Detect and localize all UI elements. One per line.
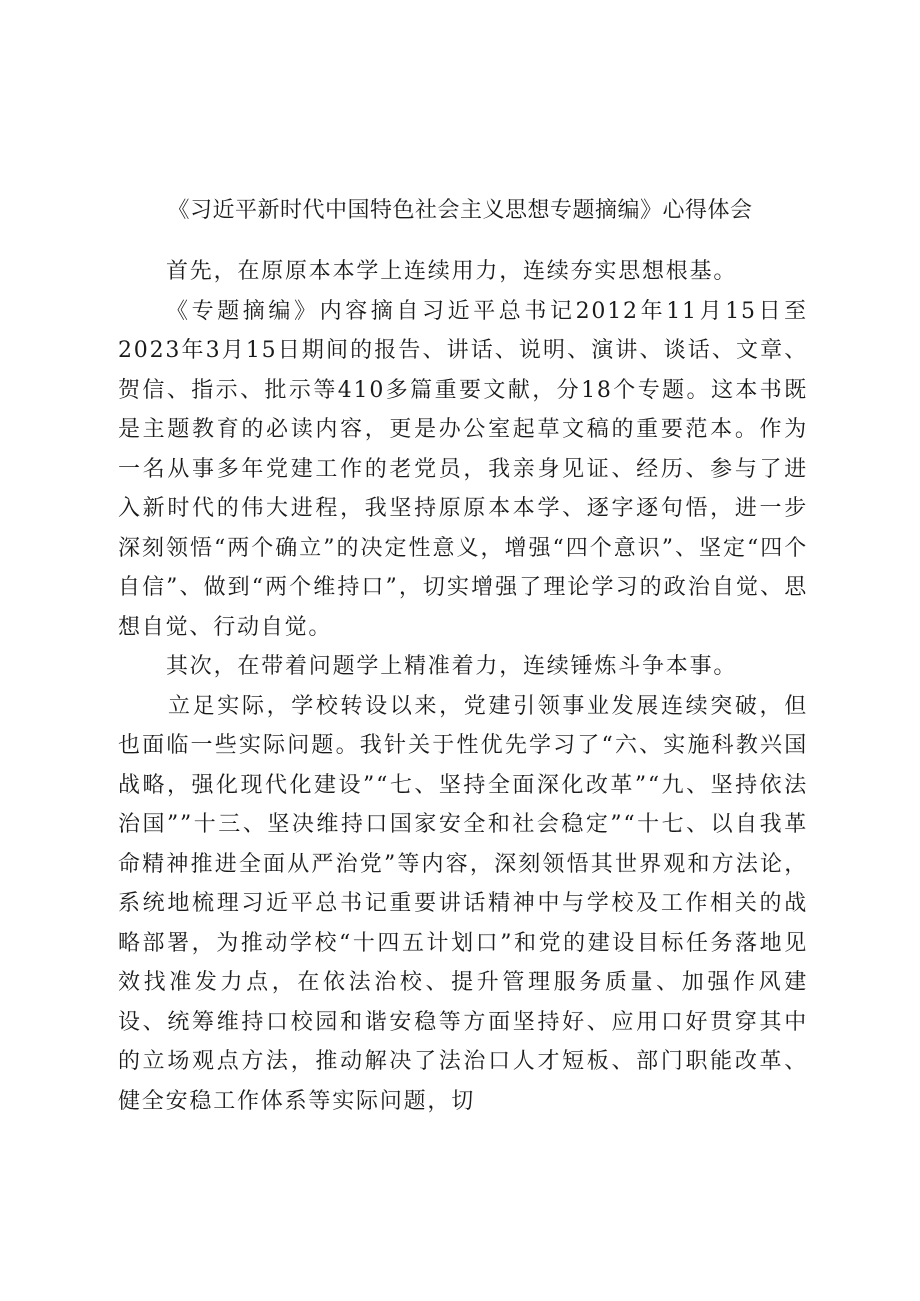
document-body bbox=[118, 252, 808, 1121]
paragraph-4: 立足实际，学校转设以来，党建引领事业发展连续突破，但也面临一些实际问题。我针关于性优先学习了“六、实施科教兴国战略，强化现代化建设”“七、坚持全面深化改革”“九、坚持依法治国””十三、坚决维持口国家安全和社会稳定”“十七、以自我革命精神推进全面从严治党”等内容，深刻领悟其世界观和方法论，系统地梳理习近平总书记重要讲话精神中与学校及工作相关的战略部署，为推动学校“十四五计划口”和党的建设目标任务落地见效找准发力点，在依法治校、提升管理服务质量、加强作风建设、统筹维持口校园和谐安稳等方面坚持好、应用口好贯穿其中的立场观点方法，推动解决了法治口人才短板、部门职能改革、健全安稳工作体系等实际问题，切 bbox=[118, 693, 808, 1114]
paragraph-1: 首先，在原原本本学上连续用力，连续夯实思想根基。 bbox=[166, 259, 738, 284]
paragraph-3: 其次，在带着问题学上精准着力，连续锤炼斗争本事。 bbox=[166, 654, 738, 679]
document-title: 《习近平新时代中国特色社会主义思想专题摘编》心得体会 bbox=[167, 198, 753, 223]
paragraph-2: 《专题摘编》内容摘自习近平总书记2012年11月15日至2023年3月15日期间的报告、讲话、说明、演讲、谈话、文章、贺信、指示、批示等410多篇重要文献，分18个专题。这本书既是主题教育的必读内容，更是办公室起草文稿的重要范本。作为一名从事多年党建工作的老党员，我亲身见证、经历、参与了进入新时代的伟大进程，我坚持原原本本学、逐字逐句悟，进一步深刻领悟“两个确立”的决定性意义，增强“四个意识”、坚定“四个自信”、做到“两个维持口”，切实增强了理论学习的政治自觉、思想自觉、行动自觉。 bbox=[118, 298, 808, 640]
